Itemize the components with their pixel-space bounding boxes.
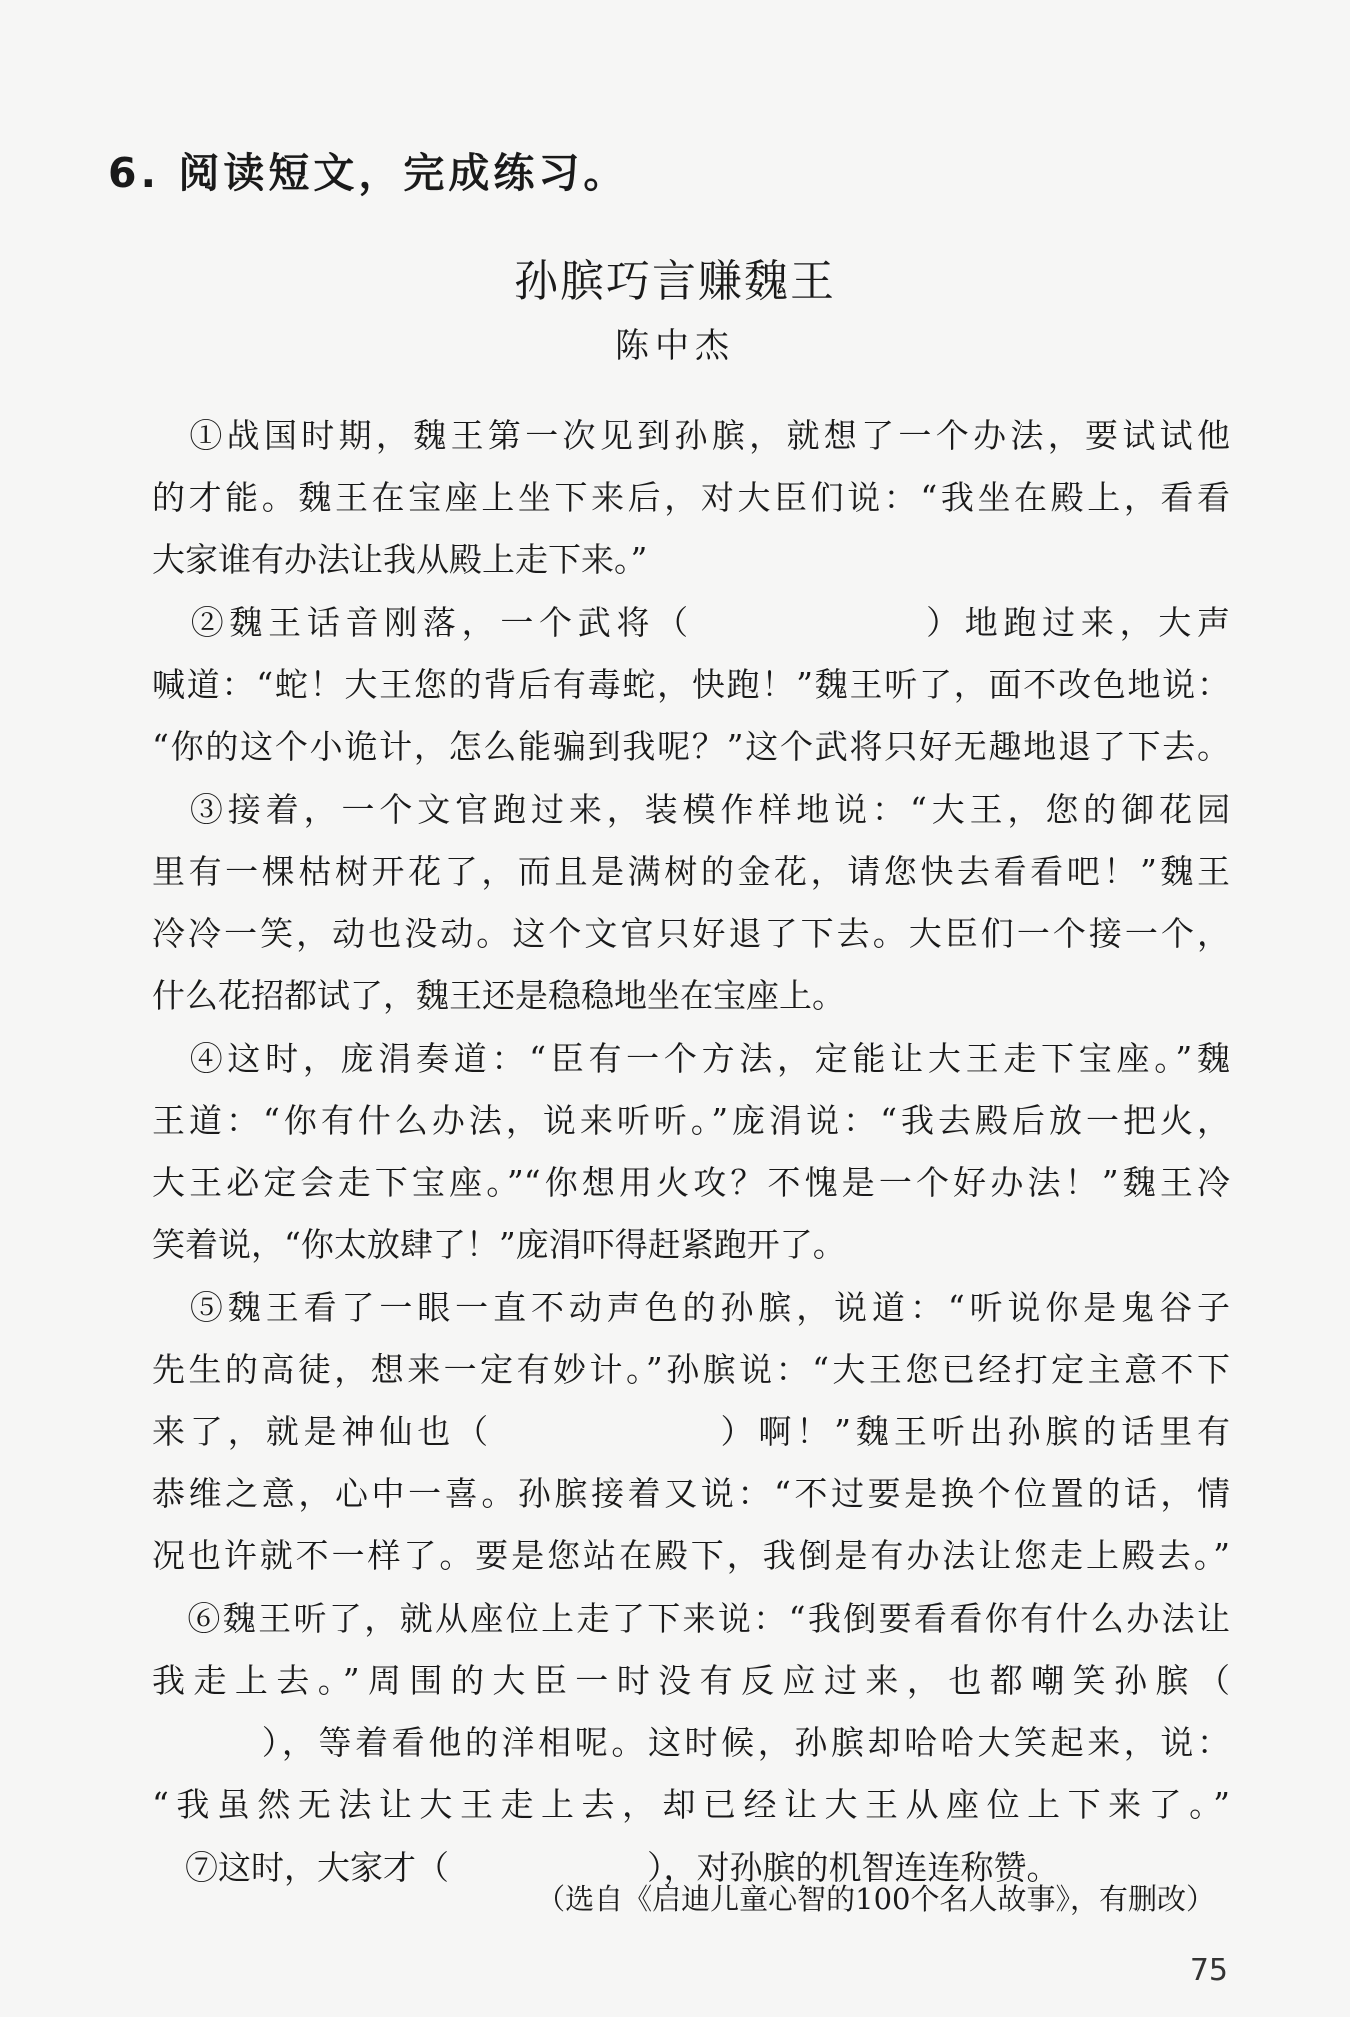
text-line: 大家谁有办法让我从殿上走下来。” bbox=[152, 540, 648, 579]
source-citation: （选自《启迪儿童心智的100个名人故事》，有删改） bbox=[536, 1882, 1215, 1916]
article-title: 孙膑巧言赚魏王 bbox=[514, 256, 836, 307]
text-line: 大王必定会走下宝座。”“你想用火攻？不愧是一个好办法！”魏王冷 bbox=[152, 1163, 1230, 1202]
text-line: “我虽然无法让大王走上去，却已经让大王从座位上下来了。” bbox=[152, 1785, 1230, 1824]
article-author: 陈中杰 bbox=[615, 326, 735, 366]
text-line: ③接着，一个文官跑过来，装模作样地说：“大王，您的御花园 bbox=[152, 790, 1230, 829]
text-line: 先生的高徒，想来一定有妙计。”孙膑说：“大王您已经打定主意不下 bbox=[152, 1350, 1230, 1389]
text-line: 什么花招都试了，魏王还是稳稳地坐在宝座上。 bbox=[152, 976, 845, 1015]
text-line: ⑤魏王看了一眼一直不动声色的孙膑，说道：“听说你是鬼谷子 bbox=[152, 1288, 1230, 1327]
text-line: ④这时，庞涓奏道：“臣有一个方法，定能让大王走下宝座。”魏 bbox=[152, 1039, 1230, 1078]
text-line: 我走上去。”周围的大臣一时没有反应过来，也都嘲笑孙膑（ bbox=[152, 1661, 1263, 1700]
text-line: 王道：“你有什么办法，说来听听。”庞涓说：“我去殿后放一把火， bbox=[152, 1101, 1230, 1140]
text-line: ），等着看他的洋相呢。这时候，孙膑却哈哈大笑起来，说： bbox=[152, 1723, 1230, 1762]
paragraph-2 bbox=[152, 592, 1230, 778]
text-line: 况也许就不一样了。要是您站在殿下，我倒是有办法让您走上殿去。” bbox=[152, 1536, 1230, 1575]
text-line: 笑着说，“你太放肆了！”庞涓吓得赶紧跑开了。 bbox=[152, 1225, 846, 1264]
paragraph-4 bbox=[152, 1028, 1230, 1276]
text-line: ⑦这时，大家才（ ），对孙膑的机智连连称赞。 bbox=[152, 1848, 1060, 1887]
text-line: 冷冷一笑，动也没动。这个文官只好退了下去。大臣们一个接一个， bbox=[152, 914, 1230, 953]
question-heading: 6. 阅读短文，完成练习。 bbox=[108, 149, 629, 197]
text-line: 恭维之意，心中一喜。孙膑接着又说：“不过要是换个位置的话，情 bbox=[152, 1474, 1230, 1513]
text-line: 来了，就是神仙也（ ）啊！”魏王听出孙膑的话里有 bbox=[152, 1412, 1230, 1451]
text-line: “你的这个小诡计，怎么能骗到我呢？”这个武将只好无趣地退了下去。 bbox=[152, 727, 1230, 766]
paragraph-5 bbox=[152, 1277, 1230, 1587]
text-line: ②魏王话音刚落，一个武将（ ）地跑过来，大声 bbox=[152, 603, 1230, 642]
text-line: 的才能。魏王在宝座上坐下来后，对大臣们说：“我坐在殿上，看看 bbox=[152, 478, 1230, 517]
page-number: 75 bbox=[1189, 1953, 1228, 1988]
text-line: ⑥魏王听了，就从座位上走了下来说：“我倒要看看你有什么办法让 bbox=[152, 1599, 1230, 1638]
paragraph-3 bbox=[152, 779, 1230, 1027]
text-line: 喊道：“蛇！大王您的背后有毒蛇，快跑！”魏王听了，面不改色地说： bbox=[152, 665, 1230, 704]
article-body bbox=[152, 405, 1263, 1900]
text-line: 里有一棵枯树开花了，而且是满树的金花，请您快去看看吧！”魏王 bbox=[152, 852, 1230, 891]
paragraph-6 bbox=[152, 1588, 1263, 1836]
paragraph-1 bbox=[152, 405, 1230, 591]
text-line: ①战国时期，魏王第一次见到孙膑，就想了一个办法，要试试他 bbox=[152, 416, 1230, 455]
